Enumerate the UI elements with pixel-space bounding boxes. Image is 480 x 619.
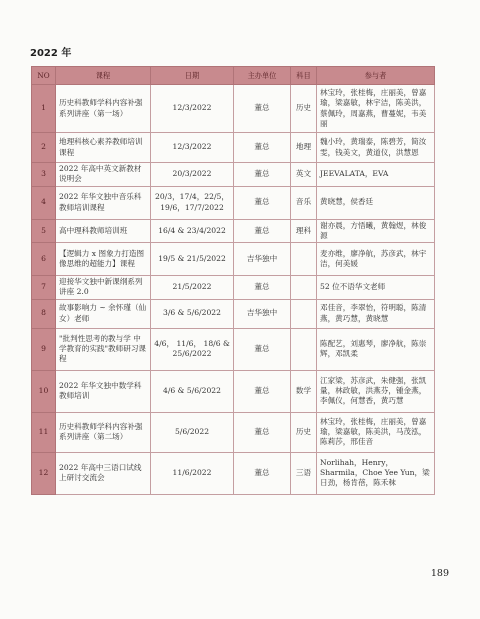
cell-host: 董总	[234, 452, 291, 494]
cell-host: 董总	[234, 370, 291, 412]
cell-participants: 麦亦维，廖净航，苏彦武，林宇洁，何美媛	[317, 243, 435, 276]
cell-date: 4/6， 11/6， 18/6 & 25/6/2022	[151, 328, 234, 370]
cell-host: 董总	[234, 133, 291, 163]
cell-host: 董总	[234, 328, 291, 370]
cell-date: 16/4 & 23/4/2022	[151, 219, 234, 243]
cell-date: 4/6 & 5/6/2022	[151, 370, 234, 412]
cell-host: 董总	[234, 85, 291, 133]
cell-course: 故事影响力 ~ 余怀瑾（仙女）老师	[56, 299, 151, 328]
cell-no: 9	[32, 328, 56, 370]
cell-participants: 52 位不语华文老师	[317, 276, 435, 300]
cell-no: 11	[32, 412, 56, 452]
cell-date: 19/5 & 21/5/2022	[151, 243, 234, 276]
cell-subject: 数学	[291, 370, 317, 412]
table-row	[32, 85, 435, 133]
cell-host: 董总	[234, 219, 291, 243]
cell-course: "批判性思考的教与学 中学教育的实践"教师研习课程	[56, 328, 151, 370]
cell-subject: 地理	[291, 133, 317, 163]
cell-no: 4	[32, 186, 56, 219]
cell-no: 10	[32, 370, 56, 412]
cell-date: 3/6 & 5/6/2022	[151, 299, 234, 328]
cell-subject	[291, 299, 317, 328]
cell-participants: 林宝玲，张桂梅，庄丽美，曾嘉瑜，梁嘉敏，陈美洪，马茂泓，陈莉莎，邢佳音	[317, 412, 435, 452]
cell-course: 地理科核心素养教师培训课程	[56, 133, 151, 163]
cell-participants: 陈配艺，刘惠琴，廖净航，陈崇辉，邓凯柔	[317, 328, 435, 370]
training-table	[31, 66, 435, 495]
table-row	[32, 412, 435, 452]
cell-date: 20/3，17/4，22/5，19/6，17/7/2022	[151, 186, 234, 219]
cell-course: 2022 年高中英文新教材说明会	[56, 163, 151, 187]
cell-no: 2	[32, 133, 56, 163]
cell-subject	[291, 276, 317, 300]
cell-course: 历史科教师学科内容补强系列讲座（第二场）	[56, 412, 151, 452]
table-row	[32, 133, 435, 163]
cell-course: 2022 年高中三语口试线上研讨交流会	[56, 452, 151, 494]
header-participants: 参与者	[317, 67, 435, 85]
cell-subject: 历史	[291, 412, 317, 452]
cell-participants: JEEVALATA，EVA	[317, 163, 435, 187]
cell-host: 吉华独中	[234, 243, 291, 276]
table-row	[32, 243, 435, 276]
cell-host: 董总	[234, 276, 291, 300]
cell-date: 11/6/2022	[151, 452, 234, 494]
cell-date: 21/5/2022	[151, 276, 234, 300]
cell-participants: 林宝玲，张桂梅，庄丽美，曾嘉瑜，梁嘉敏，林宇洁，陈美洪，蔡佩玲，周嘉燕，曹蔓妮，韦美丽	[317, 85, 435, 133]
table-header-row	[32, 67, 435, 85]
table-row	[32, 276, 435, 300]
cell-participants: 谢亦晨，方悟曦，黄翰煜，林俊源	[317, 219, 435, 243]
cell-participants: 邓佳音，李翠怡，符明聪，陈清燕，黄巧慧，黄晓慧	[317, 299, 435, 328]
cell-host: 吉华独中	[234, 299, 291, 328]
cell-course: 历史科教师学科内容补强系列讲座（第一场）	[56, 85, 151, 133]
cell-no: 7	[32, 276, 56, 300]
table-row	[32, 219, 435, 243]
cell-date: 12/3/2022	[151, 85, 234, 133]
cell-subject: 音乐	[291, 186, 317, 219]
table-row	[32, 452, 435, 494]
cell-course: 【逻辑力 x 图象力打造图像思维的超能力】课程	[56, 243, 151, 276]
cell-no: 8	[32, 299, 56, 328]
cell-participants: 魏小玲，黄瑞泰，陈碧芳，简汝雯，钱美文，黄道仪，洪慧恩	[317, 133, 435, 163]
table-row	[32, 370, 435, 412]
cell-subject: 理科	[291, 219, 317, 243]
cell-no: 3	[32, 163, 56, 187]
cell-no: 1	[32, 85, 56, 133]
header-subject: 科目	[291, 67, 317, 85]
page-number: 189	[430, 568, 449, 579]
cell-subject: 英文	[291, 163, 317, 187]
header-date: 日期	[151, 67, 234, 85]
cell-course: 高中理科教师培训班	[56, 219, 151, 243]
cell-subject: 三语	[291, 452, 317, 494]
header-course: 课程	[56, 67, 151, 85]
cell-course: 2022 年华文独中数学科教师培训	[56, 370, 151, 412]
table-row	[32, 299, 435, 328]
cell-subject	[291, 243, 317, 276]
cell-host: 董总	[234, 186, 291, 219]
cell-participants: Norlihah，Henry，Sharmila，Choe Yee Yun，梁日劲，杨肯蓓，陈禾秣	[317, 452, 435, 494]
table-row	[32, 163, 435, 187]
cell-course: 迎接华文独中新课纲系列讲座 2.0	[56, 276, 151, 300]
cell-no: 5	[32, 219, 56, 243]
table-row	[32, 186, 435, 219]
cell-subject	[291, 328, 317, 370]
table-row	[32, 328, 435, 370]
year-heading: 2022 年	[30, 48, 72, 59]
cell-no: 12	[32, 452, 56, 494]
cell-host: 董总	[234, 163, 291, 187]
header-no: NO	[32, 67, 56, 85]
header-host: 主办单位	[234, 67, 291, 85]
cell-date: 5/6/2022	[151, 412, 234, 452]
cell-participants: 黄晓慧，侯香廷	[317, 186, 435, 219]
cell-course: 2022 年华文独中音乐科教师培训课程	[56, 186, 151, 219]
cell-no: 6	[32, 243, 56, 276]
cell-date: 12/3/2022	[151, 133, 234, 163]
cell-host: 董总	[234, 412, 291, 452]
cell-participants: 江家梁，苏彦武，朱健强，张凯量，林政敏，洪燕芬，锺金燕，李佩仪，何慧香，黄巧慧	[317, 370, 435, 412]
cell-date: 20/3/2022	[151, 163, 234, 187]
cell-subject: 历史	[291, 85, 317, 133]
